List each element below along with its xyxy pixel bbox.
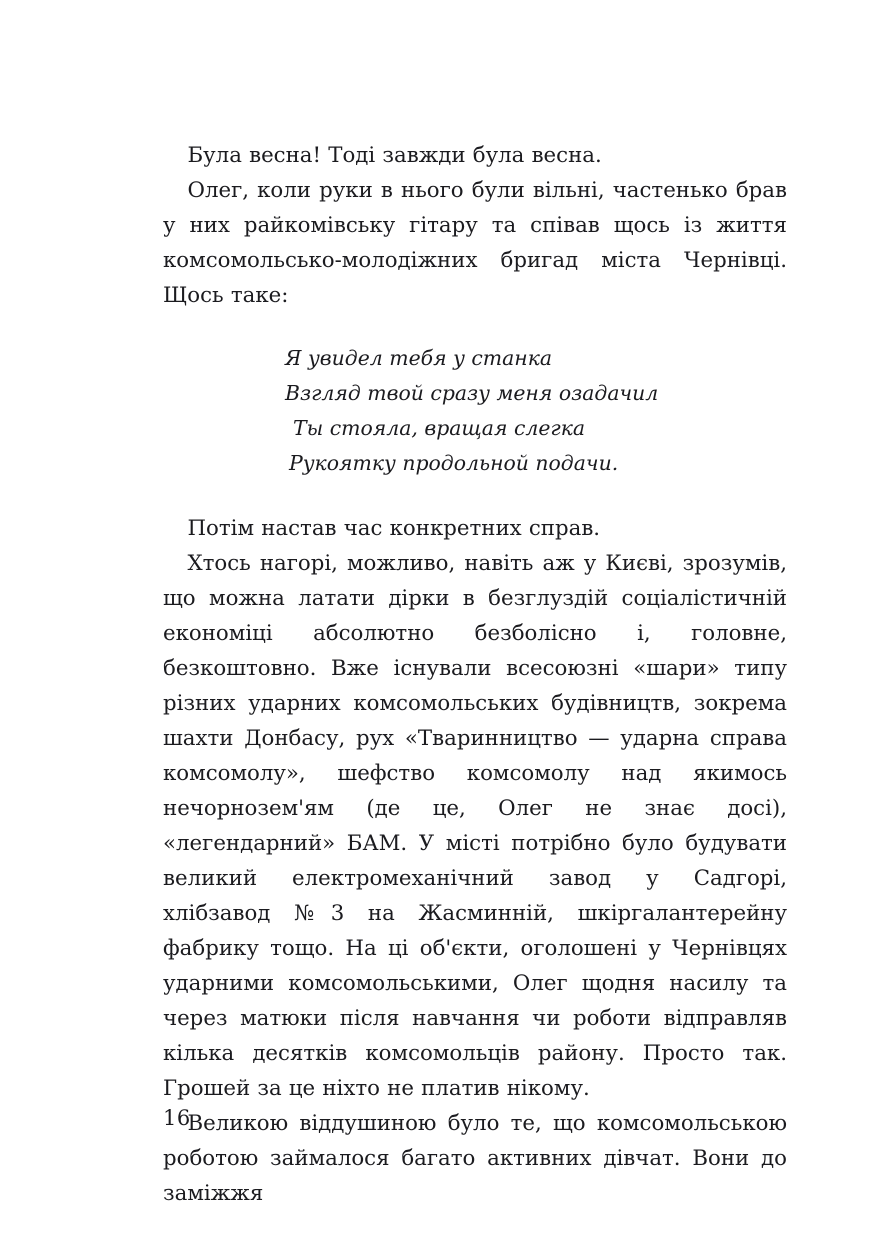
text-block [163, 138, 787, 1211]
paragraph-4: Хтось нагорі, можливо, навіть аж у Києві, зрозумів, що можна латати дірки в безглуздій соціалістичній економіці абсолютно безболісно і, головне, безкоштовно. Вже існували всесоюзні «шари» типу різних ударних комсомольських будівництв, зокрема шахти Донбасу, рух «Тваринництво — ударна справа комсомолу», шефство комсомолу над якимось нечорнозем'ям (де це, Олег не знає досі), «легендарний» БАМ. У місті потрібно було будувати великий електромеханічний завод у Садгорі, хлібзавод №3 на Жасминній, шкіргалантерейну фабрику тощо. На ці об'єкти, оголошені у Чернівцях ударними комсомольськими, Олег щодня насилу та через матюки після навчання чи роботи відправляв кілька десятків комсомольців району. Просто так. Грошей за це ніхто не платив нікому. [163, 551, 787, 1101]
page-number: 16 [163, 1106, 191, 1130]
verse-line: Ты стояла, вращая слегка [293, 416, 586, 440]
paragraph-5: Великою віддушиною було те, що комсомольською роботою займалося багато активних дівчат. Вони до заміжжя [163, 1111, 787, 1206]
verse-line: Взгляд твой сразу меня озадачил [285, 381, 659, 405]
paragraph-3: Потім настав час конкретних справ. [187, 516, 601, 541]
verse-line: Рукоятку продольной подачи. [289, 451, 619, 475]
verse-lines [285, 341, 787, 481]
paragraph-2: Олег, коли руки в нього були вільні, частенько брав у них райкомівську гітару та співав щось із життя комсомольсько-молодіжних бригад міста Чернівці. Щось таке: [163, 178, 787, 308]
verse-block [163, 341, 787, 481]
paragraph-1: Була весна! Тоді завжди була весна. [187, 143, 602, 168]
verse-line: Я увидел тебя у станка [285, 346, 553, 370]
